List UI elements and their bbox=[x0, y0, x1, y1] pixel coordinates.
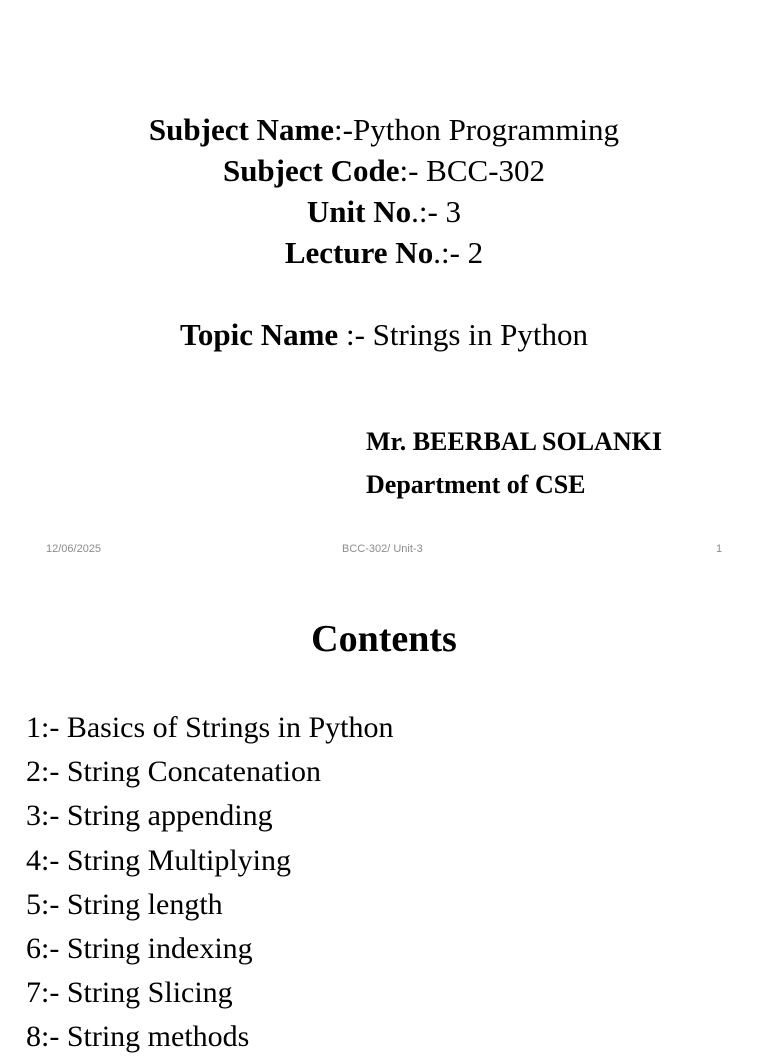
contents-list bbox=[26, 706, 394, 1060]
list-item: 7:- String Slicing bbox=[26, 976, 233, 1010]
author-department: Department of CSE bbox=[366, 470, 586, 499]
unit-value: .:- 3 bbox=[411, 194, 462, 229]
footer-page-number: 1 bbox=[716, 543, 723, 555]
lecture-line bbox=[0, 235, 768, 271]
unit-label: Unit No bbox=[306, 194, 412, 229]
topic-value: :- Strings in Python bbox=[338, 317, 588, 352]
list-item: 6:- String indexing bbox=[26, 931, 253, 965]
subject-name-label: Subject Name bbox=[148, 112, 335, 147]
contents-heading: Contents bbox=[311, 618, 457, 660]
list-item: 8:- String methods bbox=[26, 1020, 250, 1054]
list-item: 2:- String Concatenation bbox=[26, 755, 321, 789]
topic-line bbox=[0, 317, 768, 353]
list-item: 5:- String length bbox=[26, 887, 223, 921]
subject-code-line bbox=[0, 153, 768, 189]
footer-course-unit: BCC-302/ Unit-3 bbox=[342, 543, 423, 555]
topic-label: Topic Name bbox=[180, 317, 339, 352]
list-item: 1:- Basics of Strings in Python bbox=[26, 711, 394, 744]
subject-name-line bbox=[0, 112, 768, 148]
list-item: 3:- String appending bbox=[26, 799, 273, 833]
subject-name-value: :-Python Programming bbox=[334, 112, 620, 147]
unit-line bbox=[0, 194, 768, 230]
list-item: 4:- String Multiplying bbox=[26, 843, 292, 877]
contents-slide bbox=[0, 570, 768, 1054]
footer-date: 12/06/2025 bbox=[46, 543, 102, 555]
subject-code-value: :- BCC-302 bbox=[399, 153, 546, 188]
author-name: Mr. BEERBAL SOLANKI bbox=[366, 427, 662, 456]
lecture-value: .:- 2 bbox=[433, 235, 484, 270]
subject-code-label: Subject Code bbox=[222, 153, 400, 188]
lecture-label: Lecture No bbox=[284, 235, 434, 270]
